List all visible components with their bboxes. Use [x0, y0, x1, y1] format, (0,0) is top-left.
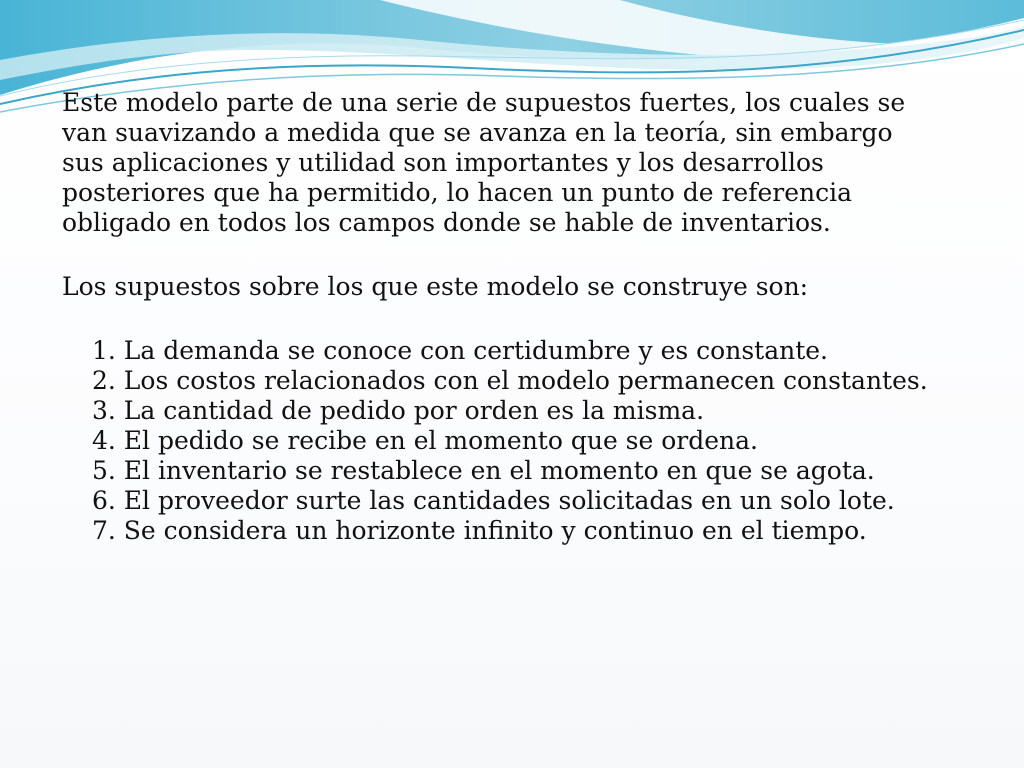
assumptions-list	[92, 336, 932, 546]
assumption-item: 7. Se considera un horizonte infinito y continuo en el tiempo.	[92, 516, 867, 545]
assumption-item: 1. La demanda se conoce con certidumbre y es constante.	[92, 336, 828, 365]
assumption-item: 6. El proveedor surte las cantidades solicitadas en un solo lote.	[92, 486, 895, 515]
assumption-item: 5. El inventario se restablece en el momento en que se agota.	[92, 456, 875, 485]
assumptions-lead: Los supuestos sobre los que este modelo se construye son:	[62, 272, 809, 301]
assumption-item: 3. La cantidad de pedido por orden es la misma.	[92, 396, 705, 425]
assumption-item: 4. El pedido se recibe en el momento que se ordena.	[92, 426, 759, 455]
assumption-item: 2. Los costos relacionados con el modelo permanecen constantes.	[92, 366, 928, 395]
slide-body	[62, 88, 962, 546]
intro-paragraph: Este modelo parte de una serie de supuestos fuertes, los cuales se van suavizando a medida que se avanza en la teoría, sin embargo sus aplicaciones y utilidad son importantes y los desarrollos posteriores que ha permitido, lo hacen un punto de referencia obligado en todos los campos donde se hable de inventarios.	[62, 88, 906, 237]
